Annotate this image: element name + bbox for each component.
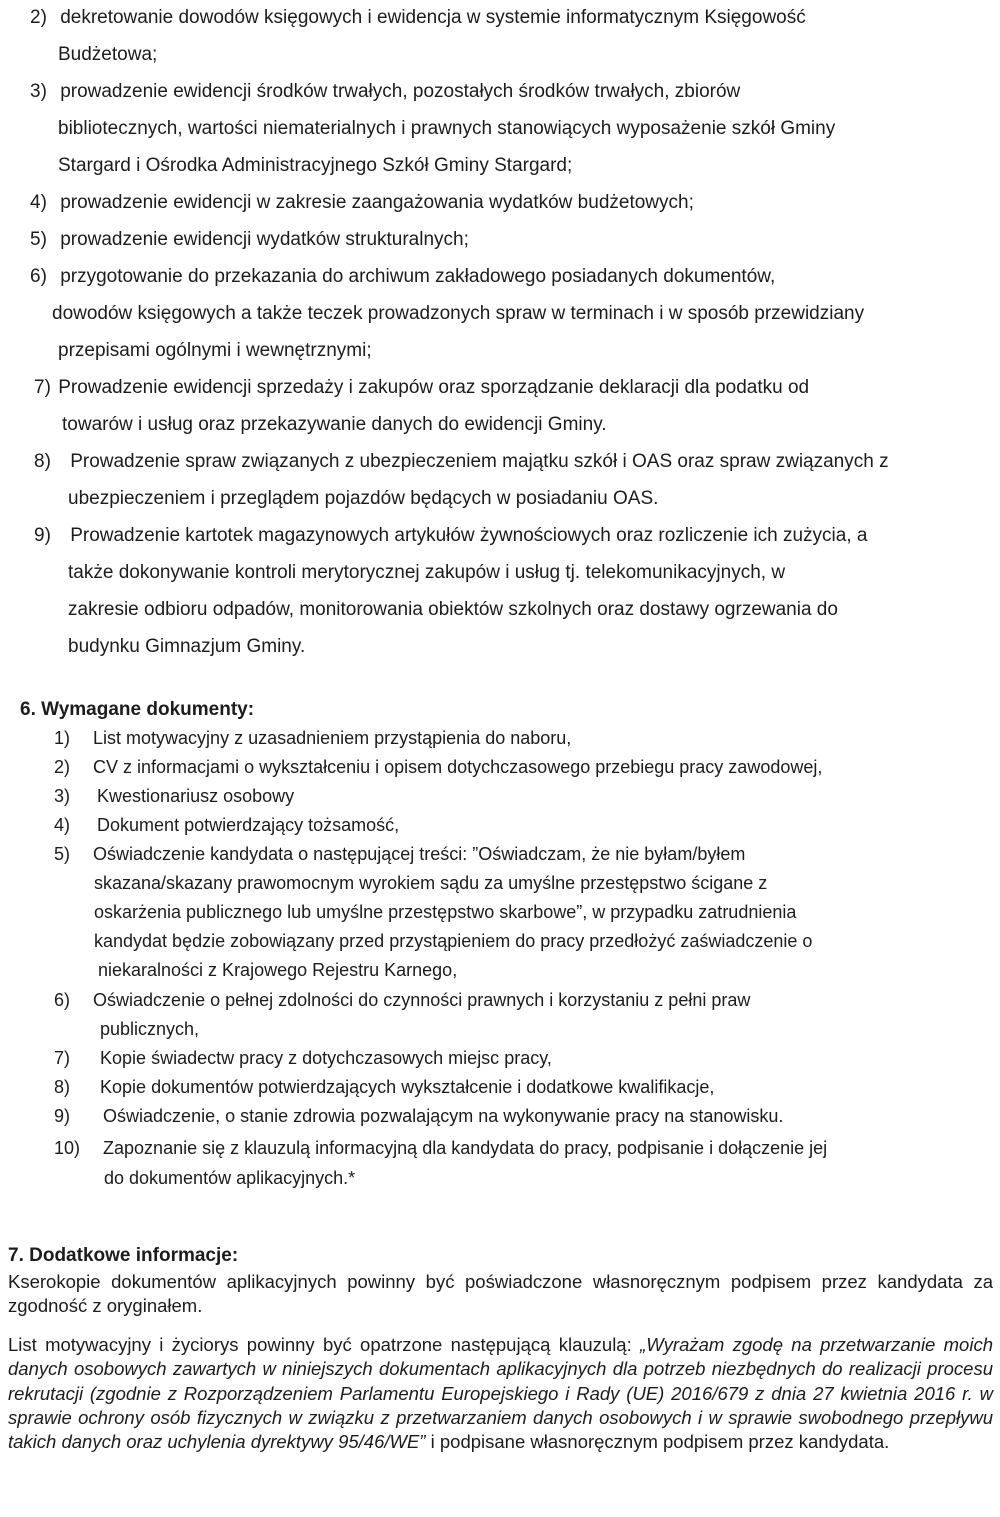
- duty-item-9-line: zakresie odbioru odpadów, monitorowania obiektów szkolnych oraz dostawy ogrzewania do: [68, 599, 838, 620]
- duty-item-6-line: dowodów księgowych a także teczek prowadzonych spraw w terminach i w sposób przewidziany: [52, 303, 865, 324]
- item-text: Kopie świadectw pracy z dotychczasowych miejsc pracy,: [100, 1048, 552, 1068]
- section-6-heading: 6. Wymagane dokumenty:: [20, 699, 255, 720]
- duty-item-9: [34, 524, 867, 548]
- item-number: 6): [54, 990, 71, 1010]
- item-number: 8): [34, 451, 51, 472]
- item-text: Dokument potwierdzający tożsamość,: [97, 815, 400, 835]
- doc-item-8: [54, 1076, 714, 1099]
- doc-item-1: [54, 727, 571, 750]
- item-text: prowadzenie ewidencji w zakresie zaangażowania wydatków budżetowych;: [60, 192, 694, 213]
- item-text: prowadzenie ewidencji wydatków strukturalnych;: [60, 229, 469, 250]
- item-text: Zapoznanie się z klauzulą informacyjną dla kandydata do pracy, podpisanie i dołączenie jej: [103, 1138, 828, 1158]
- duty-item-7-line: towarów i usług oraz przekazywanie danych do ewidencji Gminy.: [62, 414, 607, 435]
- doc-item-10: [54, 1137, 827, 1160]
- item-number: 2): [30, 7, 47, 28]
- certification-paragraph: Kserokopie dokumentów aplikacyjnych powinny być poświadczone własnoręcznym podpisem przez kandydata za zgodność z oryginałem.: [8, 1271, 993, 1317]
- duty-item-8-line: ubezpieczeniem i przeglądem pojazdów będących w posiadaniu OAS.: [68, 488, 659, 509]
- item-number: 8): [54, 1077, 71, 1097]
- doc-item-5: [54, 843, 745, 866]
- duty-item-8: [34, 450, 889, 474]
- duty-item-6: [30, 265, 775, 289]
- item-text: CV z informacjami o wykształceniu i opisem dotychczasowego przebiegu pracy zawodowej,: [93, 757, 823, 777]
- item-number: 9): [34, 525, 51, 546]
- duty-item-3: [30, 80, 740, 104]
- item-number: 3): [54, 786, 71, 806]
- item-text: Kopie dokumentów potwierdzających wykształcenie i dodatkowe kwalifikacje,: [100, 1077, 715, 1097]
- doc-item-5-line: kandydat będzie zobowiązany przed przystąpieniem do pracy przedłożyć zaświadczenie o: [94, 931, 813, 951]
- clause-outro: i podpisane własnoręcznym podpisem przez kandydata.: [425, 1431, 890, 1453]
- duty-item-9-line: także dokonywanie kontroli merytorycznej zakupów i usług tj. telekomunikacyjnych, w: [68, 562, 786, 583]
- section-7-heading: 7. Dodatkowe informacje:: [8, 1245, 239, 1266]
- doc-item-5-line: skazana/skazany prawomocnym wyrokiem sądu za umyślne przestępstwo ścigane z: [94, 873, 768, 893]
- duty-item-7: [34, 376, 809, 400]
- clause-intro: List motywacyjny i życiorys powinny być opatrzone następującą klauzulą:: [8, 1334, 641, 1355]
- item-text: dekretowanie dowodów księgowych i ewidencja w systemie informatycznym Księgowość: [60, 7, 806, 28]
- doc-item-5-line: niekaralności z Krajowego Rejestru Karnego,: [98, 960, 458, 980]
- duty-item-9-line: budynku Gimnazjum Gminy.: [68, 636, 306, 657]
- duty-item-4: [30, 191, 694, 215]
- doc-item-5-line: oskarżenia publicznego lub umyślne przestępstwo skarbowe”, w przypadku zatrudnienia: [94, 902, 797, 922]
- duty-item-2-line: Budżetowa;: [58, 44, 158, 65]
- doc-item-4: [54, 814, 399, 837]
- doc-item-6-line: publicznych,: [100, 1019, 200, 1039]
- item-text: Kwestionariusz osobowy: [97, 786, 295, 806]
- item-number: 9): [54, 1106, 71, 1126]
- item-number: 10): [54, 1138, 81, 1158]
- item-text: prowadzenie ewidencji środków trwałych, pozostałych środków trwałych, zbiorów: [60, 81, 741, 102]
- item-number: 5): [30, 229, 47, 250]
- item-number: 6): [30, 266, 47, 287]
- item-text: Oświadczenie, o stanie zdrowia pozwalającym na wykonywanie pracy na stanowisku.: [103, 1106, 784, 1126]
- duty-item-3-line: bibliotecznych, wartości niematerialnych i prawnych stanowiących wyposażenie szkół Gminy: [58, 118, 836, 139]
- consent-clause-paragraph: [8, 1333, 993, 1454]
- doc-item-3: [54, 785, 294, 808]
- item-number: 1): [54, 728, 71, 748]
- item-text: Prowadzenie kartotek magazynowych artykułów żywnościowych oraz rozliczenie ich zużycia, a: [70, 525, 868, 546]
- item-text: List motywacyjny z uzasadnieniem przystąpienia do naboru,: [93, 728, 572, 748]
- item-text: Oświadczenie o pełnej zdolności do czynności prawnych i korzystaniu z pełni praw: [93, 990, 751, 1010]
- item-text: Prowadzenie ewidencji sprzedaży i zakupów oraz sporządzanie deklaracji dla podatku od: [58, 377, 810, 398]
- item-text: przygotowanie do przekazania do archiwum zakładowego posiadanych dokumentów,: [60, 266, 776, 287]
- duty-item-2: [30, 6, 806, 30]
- item-number: 2): [54, 757, 71, 777]
- doc-item-10-line: do dokumentów aplikacyjnych.*: [104, 1168, 356, 1188]
- doc-item-9: [54, 1105, 783, 1128]
- duty-item-5: [30, 228, 469, 252]
- item-number: 5): [54, 844, 71, 864]
- item-text: Prowadzenie spraw związanych z ubezpieczeniem majątku szkół i OAS oraz spraw związanych z: [70, 451, 889, 472]
- item-number: 7): [54, 1048, 71, 1068]
- consent-quote: „Wyrażam zgodę na przetwarzanie moich danych osobowych zawartych w niniejszych dokumentach aplikacyjnych dla potrzeb niezbędnych do realizacji procesu rekrutacji (zgodnie z Rozporządzeniem Parlamentu Europejskiego i Rady (UE) 2016/679 z dnia 27 kwietnia 2016 r. w sprawie ochrony osób fizycznych w związku z przetwarzaniem danych osobowych i w sprawie swobodnego przepływu takich danych oraz uchylenia dyrektywy 95/46/WE”: [8, 1334, 993, 1453]
- duty-item-6-line: przepisami ogólnymi i wewnętrznymi;: [58, 340, 372, 361]
- item-number: 4): [54, 815, 71, 835]
- item-number: 3): [30, 81, 47, 102]
- item-number: 7): [34, 377, 51, 398]
- doc-item-2: [54, 756, 822, 779]
- duty-item-3-line: Stargard i Ośrodka Administracyjnego Szkół Gminy Stargard;: [58, 155, 573, 176]
- doc-item-7: [54, 1047, 552, 1070]
- item-number: 4): [30, 192, 47, 213]
- item-text: Oświadczenie kandydata o następującej treści: ”Oświadczam, że nie byłam/byłem: [93, 844, 746, 864]
- doc-item-6: [54, 989, 750, 1012]
